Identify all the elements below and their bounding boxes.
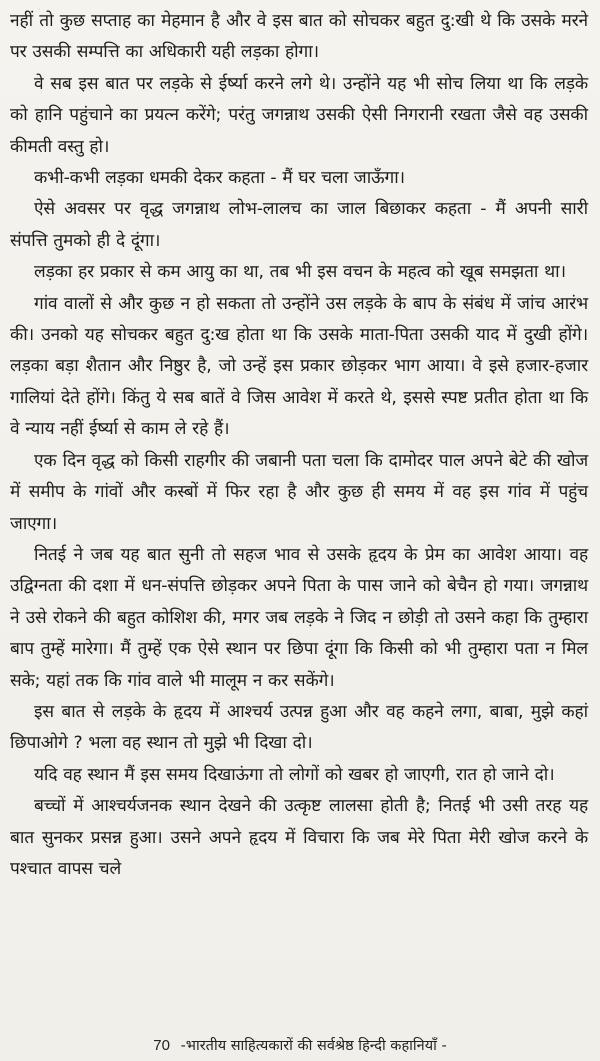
paragraph-6: गांव वालों से और कुछ न हो सकता तो उन्होंने उस लड़के के बाप के संबंध में जांच आरंभ की। उनको यह सोचकर बहुत दु:ख होता था कि उसके माता-पिता उसकी याद में दुखी होंगे। लड़का बड़ा शैतान और निष्ठुर है, जो उन्हें इस प्रकार छोड़कर भाग आया। वे इसे हजार-हजार गालियां देते होंगे। किंतु ये सब बातें वे जिस आवेश में करते थे, इससे स्पष्ट प्रतीत होता था कि वे न्याय नहीं ईर्ष्या से काम ले रहे हैं। [10,293,588,440]
paragraph-8: नितई ने जब यह बात सुनी तो सहज भाव से उसके हृदय के प्रेम का आवेश आया। वह उद्विग्नता की दशा में धन-संपत्ति छोड़कर अपने पिता के पास जाने को बेचैन हो गया। जगन्नाथ ने उसे रोकने की बहुत कोशिश की, मगर जब लड़के ने जिद न छोड़ी तो उसने कहा कि तुम्हारा बाप तुम्हें मारेगा। मैं तुम्हें एक ऐसे स्थान पर छिपा दूंगा कि किसी को भी तुम्हारा पता न मिल सके; यहां तक कि गांव वाले भी मालूम न कर सकेंगे। [10,544,588,691]
paragraph-5: लड़का हर प्रकार से कम आयु का था, तब भी इस वचन के महत्व को खूब समझता था। [34,262,566,283]
book-title: -भारतीय साहित्यकारों की सर्वश्रेष्ठ हिन्दी कहानियाँ - [180,1038,447,1054]
paragraph-3: कभी-कभी लड़का धमकी देकर कहता - मैं घर चला जाऊँगा। [34,168,405,189]
paragraph-9: इस बात से लड़के के हृदय में आश्चर्य उत्पन्न हुआ और वह कहने लगा, बाबा, मुझे कहां छिपाओगे ? भला वह स्थान तो मुझे भी दिखा दो। [10,701,588,754]
paragraph-7: एक दिन वृद्ध को किसी राहगीर की जबानी पता चला कि दामोदर पाल अपने बेटे की खोज में समीप के गांवों और कस्बों में फिर रहा है और कुछ ही समय में वह इस गांव में पहुंच जाएगा। [10,450,588,534]
page-footer [0,1035,600,1055]
paragraph-4: ऐसे अवसर पर वृद्ध जगन्नाथ लोभ-लालच का जाल बिछाकर कहता - मैं अपनी सारी संपत्ति तुमको ही दे दूंगा। [10,199,588,251]
paragraph-11: बच्चों में आश्चर्यजनक स्थान देखने की उत्कृष्ट लालसा होती है; नितई भी उसी तरह यह बात सुनकर प्रसन्न हुआ। उसने अपने हृदय में विचारा कि जब मेरे पिता मेरी खोज करने के पश्चात वापस चले [10,796,588,879]
body-text [10,6,588,885]
page-number: 70 [153,1037,170,1054]
paragraph-1: नहीं तो कुछ सप्ताह का मेहमान है और वे इस बात को सोचकर बहुत दु:खी थे कि उसके मरने पर उसकी सम्पत्ति का अधिकारी यही लड़का होगा। [10,11,588,63]
paragraph-2: वे सब इस बात पर लड़के से ईर्ष्या करने लगे थे। उन्होंने यह भी सोच लिया था कि लड़के को हानि पहुंचाने का प्रयत्न करेंगे; परंतु जगन्नाथ उसकी ऐसी निगरानी रखता जैसे वह उसकी कीमती वस्तु हो। [10,73,588,157]
paragraph-10: यदि वह स्थान मैं इस समय दिखाऊंगा तो लोगों को खबर हो जाएगी, रात हो जाने दो। [34,764,555,785]
